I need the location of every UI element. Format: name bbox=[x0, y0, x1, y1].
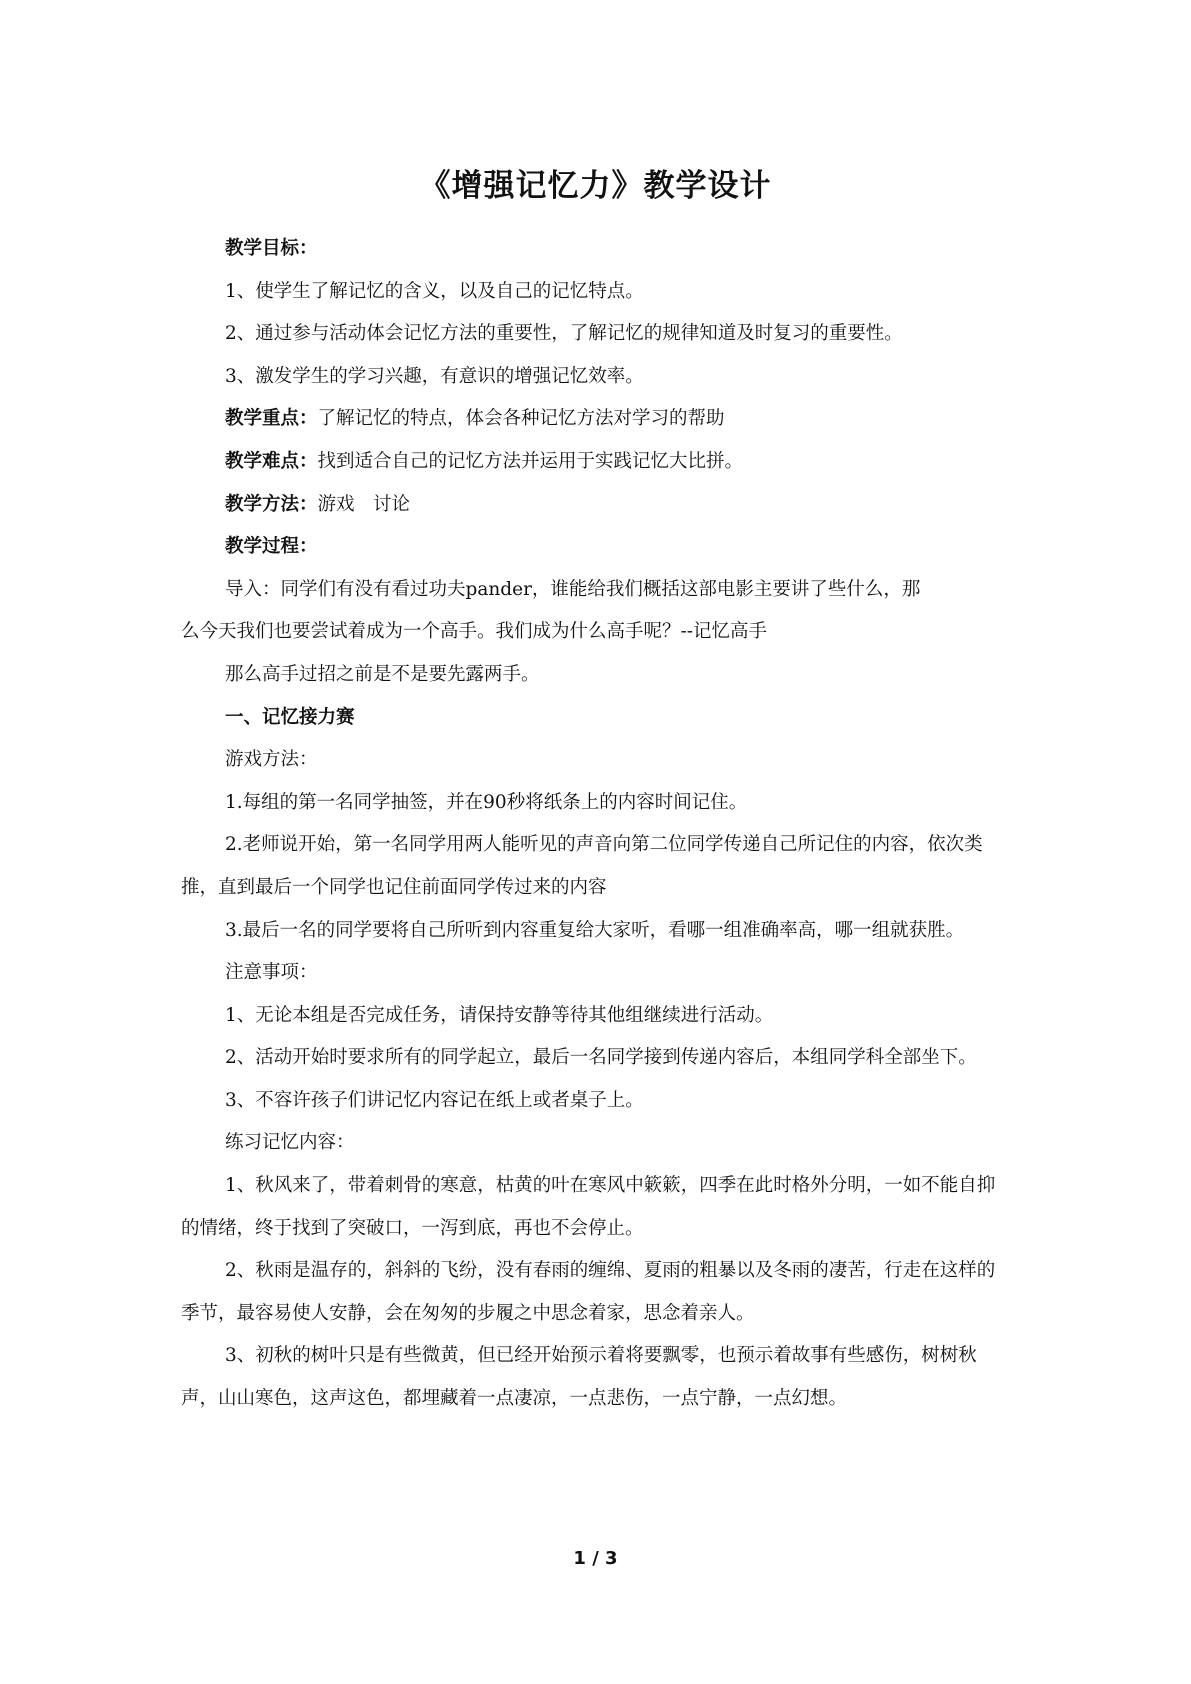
page-number: 1 / 3 bbox=[573, 1548, 618, 1569]
practice-item: 3、初秋的树叶只是有些微黄，但已经开始预示着将要飘零，也预示着故事有些感伤，树树秋声，山山寒色，这声这色，都埋藏着一点凄凉，一点悲伤，一点宁静，一点幻想。 bbox=[181, 1345, 977, 1410]
practice-item: 1、秋风来了，带着刺骨的寒意，枯黄的叶在寒风中簌簌，四季在此时格外分明，一如不能自抑的情绪，终于找到了突破口，一泻到底，再也不会停止。 bbox=[181, 1175, 996, 1239]
objective-item: 3、激发学生的学习兴趣，有意识的增强记忆效率。 bbox=[225, 365, 644, 387]
method-label: 教学方法： bbox=[225, 493, 318, 515]
intro-line: 导入：同学们有没有看过功夫pander，谁能给我们概括这部电影主要讲了些什么，那 bbox=[225, 578, 921, 600]
practice-label: 练习记忆内容： bbox=[225, 1132, 355, 1154]
section-heading: 一、记忆接力赛 bbox=[225, 706, 355, 728]
intro-paragraph: 那么高手过招之前是不是要先露两手。 bbox=[225, 663, 540, 685]
process-heading: 教学过程： bbox=[225, 536, 318, 558]
notes-label: 注意事项： bbox=[225, 962, 318, 984]
game-rule: 1.每组的第一名同学抽签，并在90秒将纸条上的内容时间记住。 bbox=[225, 791, 748, 813]
method bbox=[181, 484, 1011, 527]
objective-item: 2、通过参与活动体会记忆方法的重要性，了解记忆的规律知道及时复习的重要性。 bbox=[225, 323, 903, 345]
page-title: 《增强记忆力》教学设计 bbox=[419, 168, 772, 204]
difficulty-label: 教学难点： bbox=[225, 450, 318, 472]
game-rule: 3.最后一名的同学要将自己所听到内容重复给大家听，看哪一组准确率高，哪一组就获胜。 bbox=[225, 919, 965, 941]
key-point-text: 了解记忆的特点，体会各种记忆方法对学习的帮助 bbox=[317, 408, 725, 430]
key-point bbox=[181, 398, 1011, 441]
game-method-label: 游戏方法： bbox=[225, 749, 318, 771]
note-item: 1、无论本组是否完成任务，请保持安静等待其他组继续进行活动。 bbox=[225, 1004, 774, 1026]
game-rule: 2.老师说开始，第一名同学用两人能听见的声音向第二位同学传递自己所记住的内容，依次类推，直到最后一个同学也记住前面同学传过来的内容 bbox=[181, 834, 983, 898]
objectives-heading: 教学目标： bbox=[225, 238, 318, 259]
document-body bbox=[181, 228, 1011, 1421]
intro-line: 么今天我们也要尝试着成为一个高手。我们成为什么高手呢？--记忆高手 bbox=[181, 621, 768, 643]
note-item: 3、不容许孩子们讲记忆内容记在纸上或者桌子上。 bbox=[225, 1089, 644, 1111]
difficulty bbox=[181, 441, 1011, 484]
note-item: 2、活动开始时要求所有的同学起立，最后一名同学接到传递内容后，本组同学科全部坐下。 bbox=[225, 1047, 977, 1069]
method-text: 游戏 讨论 bbox=[317, 493, 411, 515]
objective-item: 1、使学生了解记忆的含义，以及自己的记忆特点。 bbox=[225, 280, 644, 302]
key-point-label: 教学重点： bbox=[225, 408, 318, 430]
difficulty-text: 找到适合自己的记忆方法并运用于实践记忆大比拼。 bbox=[317, 450, 744, 472]
practice-item: 2、秋雨是温存的，斜斜的飞纷，没有春雨的缠绵、夏雨的粗暴以及冬雨的凄苦，行走在这样的季节，最容易使人安静，会在匆匆的步履之中思念着家，思念着亲人。 bbox=[181, 1260, 996, 1324]
